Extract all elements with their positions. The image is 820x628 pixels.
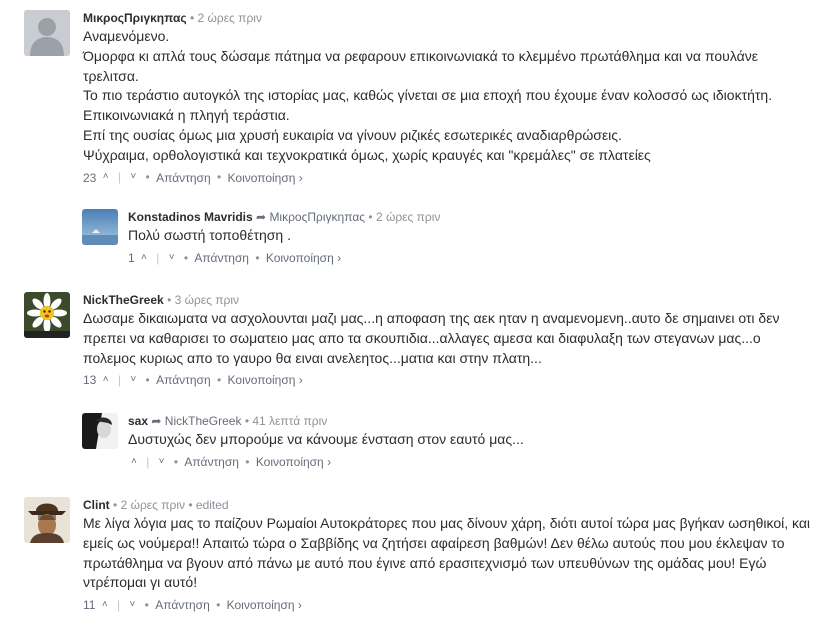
reply-to-name[interactable]: NickTheGreek <box>164 414 242 428</box>
comment-header <box>83 497 820 513</box>
comment-body <box>83 497 820 613</box>
comment-line: Το πιο τεράστιο αυτογκόλ της ιστορίας μας, καθώς γίνεται σε μια εποχή που έχουμε έναν κολοσσό ως ιδιοκτήτη. <box>83 87 773 104</box>
chevron-up-icon[interactable]: ˄ <box>102 171 109 183</box>
comment-line: Δωσαμε δικαιωματα να ασχολουνται μαζι μας...η αποφαση της αεκ ηταν η αναμενομενη..αυτο δε σημαινει οτι δεν πρεπει να καθαρισει το σωματειο μας απο τα σκουπιδια...αλλαγες αμεσα και διαφυλαξη των στεγανων μας...ο πολεμος κυριως απο το γαυρο θα ειναι ανελεητος...ματια και στην πλατη... <box>83 310 780 366</box>
avatar[interactable] <box>82 209 118 245</box>
comment-text <box>83 309 813 368</box>
comment-text <box>83 514 820 593</box>
reply-link[interactable]: Απάντηση <box>155 598 210 613</box>
dot-separator: • <box>173 454 179 469</box>
comment-line: Ψύχραιμα, ορθολογιστικά και τεχνοκρατικά όμως, χωρίς κραυγές και "κρεμάλες" σε πλατείες <box>83 146 651 163</box>
share-link[interactable]: Κοινοποίηση › <box>227 170 303 185</box>
comment-line: Δυστυχώς δεν μπορούμε να κάνουμε ένσταση στον εαυτό μας... <box>128 431 524 447</box>
chevron-up-icon[interactable]: ˄ <box>141 251 147 263</box>
dot-separator: • <box>189 11 198 25</box>
share-link[interactable]: Κοινοποίηση › <box>227 373 303 388</box>
comment <box>24 292 814 392</box>
comment-footer <box>83 169 813 186</box>
default-user-icon <box>24 10 70 56</box>
dot-separator: • <box>216 598 221 613</box>
dot-separator: • <box>216 170 222 185</box>
comment-text <box>83 27 813 166</box>
cowboy-avatar-icon <box>24 497 70 543</box>
chevron-down-icon[interactable]: ˅ <box>130 374 137 386</box>
timestamp[interactable]: 3 ώρες πριν <box>174 293 240 307</box>
comment-footer <box>83 371 813 388</box>
share-arrow-icon: ➦ <box>256 210 267 224</box>
comment-line: Επικοινωνιακά η πληγή τεράστια. <box>83 107 290 124</box>
comment-header <box>128 413 808 429</box>
vote-count: 11 <box>83 598 96 613</box>
author-name[interactable]: sax <box>128 414 149 428</box>
comment-body <box>128 413 808 470</box>
comment-line: Πολύ σωστή τοποθέτηση . <box>128 227 291 243</box>
vote-divider: | <box>146 454 150 469</box>
comment-body <box>128 209 808 266</box>
vote-count: 23 <box>83 170 97 185</box>
edited-label: edited <box>195 498 229 512</box>
comment-footer <box>128 453 808 470</box>
comment-header <box>83 292 813 308</box>
comment-body <box>83 292 813 388</box>
dot-separator: • <box>368 210 376 224</box>
dot-separator: • <box>255 250 260 265</box>
comment-line: Όμορφα κι απλά τους δώσαμε πάτημα να ρεφαρουν επικοινωνιακά το κλεμμένο πρωτάθλημα και να πουλάνε τρελιτσα. <box>83 47 758 84</box>
comment-reply <box>82 413 812 477</box>
reply-link[interactable]: Απάντηση <box>156 170 211 185</box>
comment <box>24 497 814 622</box>
reply-to-name[interactable]: ΜικροςΠριγκηπας <box>269 210 366 224</box>
comment-reply <box>82 209 812 273</box>
avatar[interactable] <box>24 10 70 56</box>
timestamp[interactable]: 2 ώρες πριν <box>120 498 186 512</box>
comment <box>24 10 814 190</box>
chevron-up-icon[interactable]: ˄ <box>101 599 108 611</box>
chevron-down-icon[interactable]: ˅ <box>168 251 175 263</box>
share-link[interactable]: Κοινοποίηση › <box>226 598 302 613</box>
vote-divider: | <box>117 373 122 388</box>
comment-text <box>128 226 808 246</box>
dot-separator: • <box>144 598 149 613</box>
comment-header <box>128 209 808 225</box>
comment-line: Με λίγα λόγια μας το παίζουν Ρωμαίοι Αυτοκράτορες που μας δίνουν χάρη, διότι αυτοί τώρα μας βγήκαν ωσηθικοί, και εμείς ως νούμερα!! Απαιτώ τώρα ο Σαββίδης να ζητήσει αφαίρεση βαθμών! Δεν θέλω αυτούς που μου έκλεψαν το πρωτάθλημα να βγουν από πάνω με αυτό που έγινε από ερασιτεχνισμό των υπευθύνων της ομάδας μου! Εγώ ντρέπομαι γι αυτό! <box>83 515 811 591</box>
vote-count: 13 <box>83 373 97 388</box>
chevron-down-icon[interactable]: ˅ <box>158 455 165 467</box>
daisy-avatar-icon <box>24 292 70 338</box>
avatar[interactable] <box>82 413 118 449</box>
share-link[interactable]: Κοινοποίηση › <box>255 454 332 469</box>
chevron-down-icon[interactable]: ˅ <box>129 599 136 611</box>
chevron-up-icon[interactable]: ˄ <box>131 455 137 467</box>
author-name[interactable]: Clint <box>83 498 110 512</box>
author-name[interactable]: ΜικροςΠριγκηπας <box>83 11 187 25</box>
dot-separator: • <box>188 498 196 512</box>
dot-separator: • <box>145 373 150 388</box>
vote-divider: | <box>117 170 122 185</box>
comment-footer <box>128 249 808 266</box>
dot-separator: • <box>216 373 222 388</box>
vote-divider: | <box>117 598 121 613</box>
dot-separator: • <box>145 170 150 185</box>
dot-separator: • <box>244 414 253 428</box>
chevron-up-icon[interactable]: ˄ <box>102 374 109 386</box>
comment-header <box>83 10 813 26</box>
timestamp[interactable]: 41 λεπτά πριν <box>252 414 328 428</box>
timestamp[interactable]: 2 ώρες πριν <box>197 11 262 25</box>
share-link[interactable]: Κοινοποίηση › <box>265 250 342 265</box>
comment-text <box>128 430 808 450</box>
comment-body <box>83 10 813 185</box>
avatar[interactable] <box>24 497 70 543</box>
avatar[interactable] <box>24 292 70 338</box>
dot-separator: • <box>245 454 250 469</box>
comment-line: Επί της ουσίας όμως μια χρυσή ευκαιρία να γίνουν ριζικές εσωτερικές αναδιαρθρώσεις. <box>83 126 622 143</box>
sky-photo-icon <box>82 209 118 245</box>
author-name[interactable]: NickTheGreek <box>83 293 164 307</box>
reply-link[interactable]: Απάντηση <box>194 250 249 265</box>
chevron-down-icon[interactable]: ˅ <box>130 171 137 183</box>
author-name[interactable]: Konstadinos Mavridis <box>128 210 253 224</box>
vote-count: 1 <box>128 250 135 265</box>
bw-portrait-icon <box>82 413 118 449</box>
reply-link[interactable]: Απάντηση <box>184 454 239 469</box>
dot-separator: • <box>113 498 121 512</box>
dot-separator: • <box>183 250 189 265</box>
dot-separator: • <box>167 293 175 307</box>
comment-footer <box>83 596 820 613</box>
vote-divider: | <box>156 250 160 265</box>
reply-link[interactable]: Απάντηση <box>156 373 211 388</box>
share-arrow-icon: ➦ <box>151 414 162 428</box>
comment-line: Αναμενόμενο. <box>83 28 170 44</box>
timestamp[interactable]: 2 ώρες πριν <box>375 210 441 224</box>
